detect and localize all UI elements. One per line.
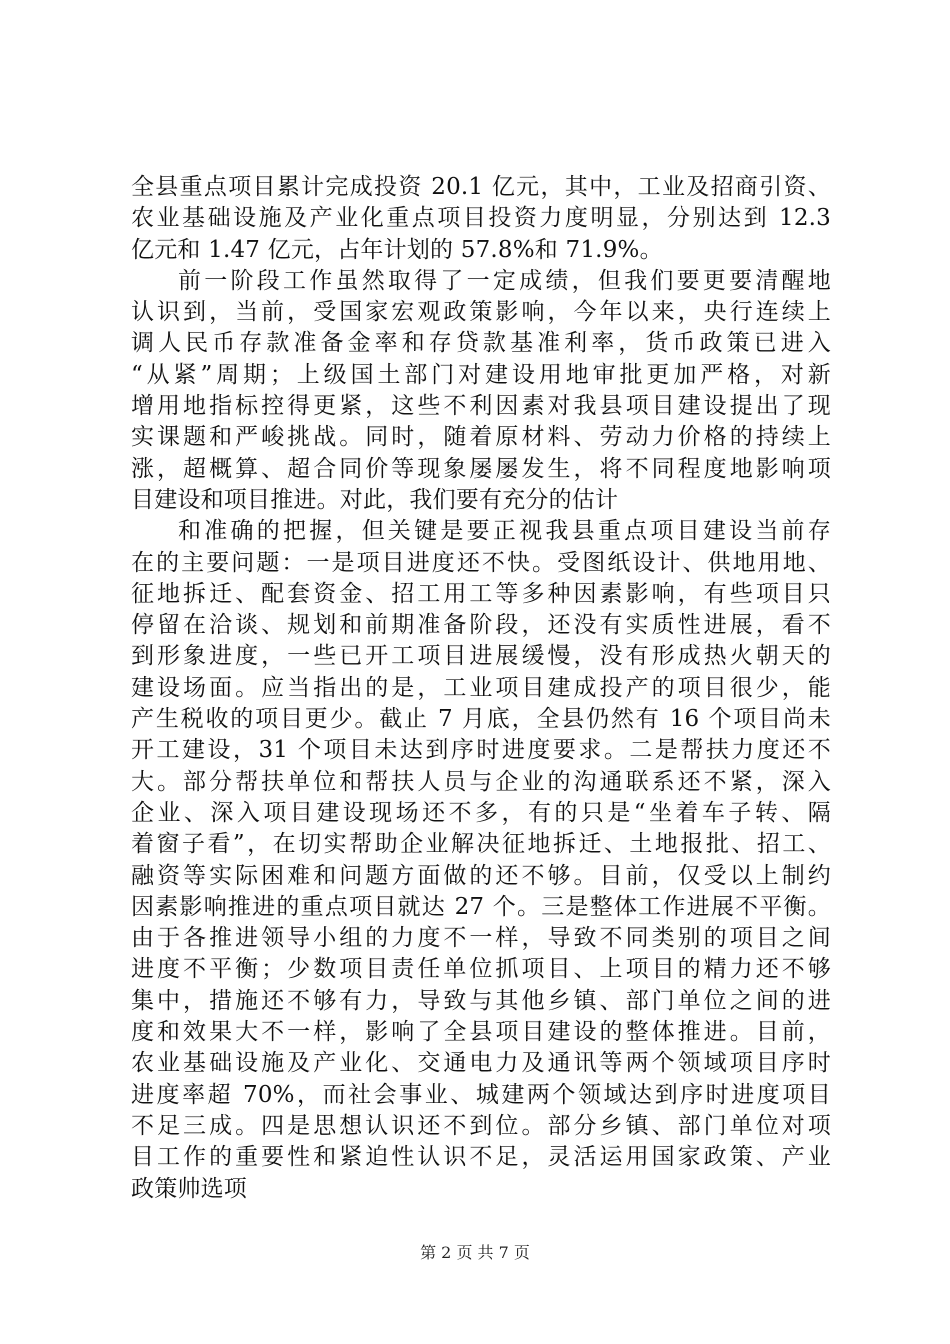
text-line: 亿元和 1.47 亿元，占年计划的 57.8%和 71.9%。 — [131, 236, 663, 263]
text-line: 目工作的重要性和紧迫性认识不足，灵活运用国家政策、产业 — [131, 1144, 831, 1171]
text-line: 农业基础设施及产业化、交通电力及通讯等两个领域项目序时 — [131, 1050, 831, 1077]
text-line: 增用地指标控得更紧，这些不利因素对我县项目建设提出了现 — [131, 393, 831, 420]
text-line: 建设场面。应当指出的是，工业项目建成投产的项目很少，能 — [131, 674, 831, 701]
text-line: 征地拆迁、配套资金、招工用工等多种因素影响，有些项目只 — [131, 580, 831, 607]
page-number-footer: 第 2 页 共 7 页 — [420, 1243, 530, 1262]
text-line: 目建设和项目推进。对此，我们要有充分的估计 — [131, 486, 619, 513]
text-line: 和准确的把握，但关键是要正视我县重点项目建设当前存 — [178, 518, 831, 545]
text-line: 政策帅选项 — [131, 1175, 247, 1202]
text-line: 大。部分帮扶单位和帮扶人员与企业的沟通联系还不紧，深入 — [131, 768, 831, 795]
text-line: 在的主要问题：一是项目进度还不快。受图纸设计、供地用地、 — [131, 549, 831, 576]
text-line: 涨，超概算、超合同价等现象屡屡发生，将不同程度地影响项 — [131, 455, 831, 482]
text-line: 着窗子看”，在切实帮助企业解决征地拆迁、土地报批、招工、 — [131, 831, 831, 858]
text-line: 开工建设，31 个项目未达到序时进度要求。二是帮扶力度还不 — [131, 737, 831, 764]
text-line: 由于各推进领导小组的力度不一样，导致不同类别的项目之间 — [131, 925, 831, 952]
text-line: 全县重点项目累计完成投资 20.1 亿元，其中，工业及招商引资、 — [131, 174, 831, 200]
text-line: 企业、深入项目建设现场还不多，有的只是“坐着车子转、隔 — [131, 799, 831, 826]
text-line: 调人民币存款准备金率和存贷款基准利率，货币政策已进入 — [131, 330, 831, 357]
text-line: 因素影响推进的重点项目就达 27 个。三是整体工作进展不平衡。 — [131, 893, 831, 920]
text-line: 集中，措施还不够有力，导致与其他乡镇、部门单位之间的进 — [131, 987, 831, 1014]
text-line: 度和效果大不一样，影响了全县项目建设的整体推进。目前， — [131, 1019, 831, 1046]
text-line: 农业基础设施及产业化重点项目投资力度明显，分别达到 12.3 — [131, 205, 831, 232]
text-line: 前一阶段工作虽然取得了一定成绩，但我们要更要清醒地 — [178, 267, 831, 294]
text-line: 到形象进度，一些已开工项目进展缓慢，没有形成热火朝天的 — [131, 643, 831, 670]
text-line: 产生税收的项目更少。截止 7 月底，全县仍然有 16 个项目尚未 — [131, 706, 831, 733]
text-line: 认识到，当前，受国家宏观政策影响，今年以来，央行连续上 — [131, 299, 831, 326]
text-line: 不足三成。四是思想认识还不到位。部分乡镇、部门单位对项 — [131, 1112, 831, 1139]
text-line: “从紧”周期；上级国土部门对建设用地审批更加严格，对新 — [131, 361, 831, 388]
text-line: 实课题和严峻挑战。同时，随着原材料、劳动力价格的持续上 — [131, 424, 831, 451]
document-body — [131, 172, 831, 1205]
text-line: 融资等实际困难和问题方面做的还不够。目前，仅受以上制约 — [131, 862, 831, 889]
text-line: 停留在洽谈、规划和前期准备阶段，还没有实质性进展，看不 — [131, 612, 831, 639]
text-line: 进度率超 70%，而社会事业、城建两个领域达到序时进度项目 — [131, 1081, 831, 1108]
text-line: 进度不平衡；少数项目责任单位抓项目、上项目的精力还不够 — [131, 956, 831, 983]
